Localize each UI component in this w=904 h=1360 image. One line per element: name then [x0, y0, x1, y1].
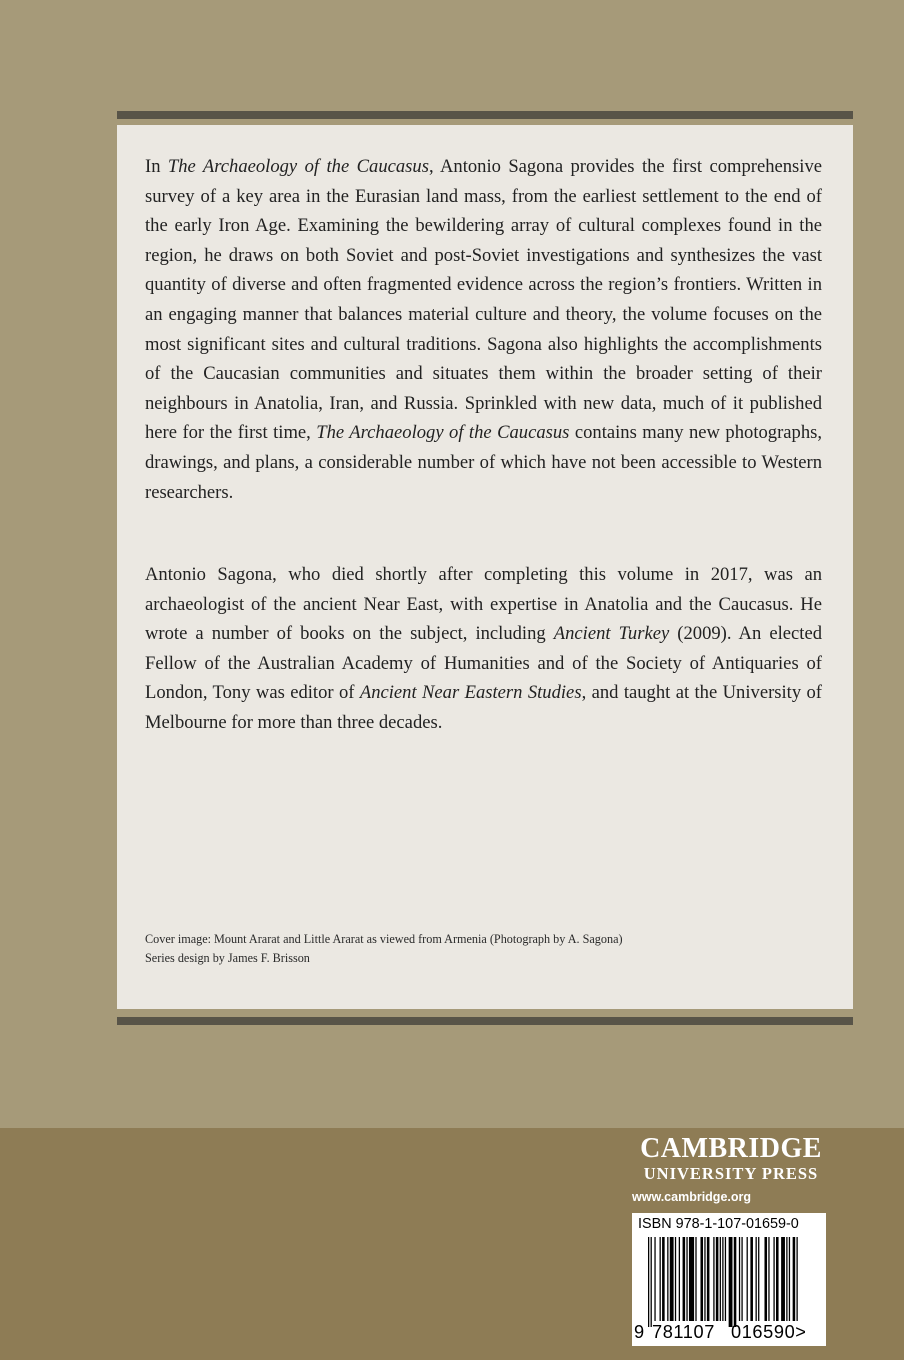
barcode-bar	[689, 1237, 694, 1321]
top-rule	[117, 111, 853, 119]
barcode-bar	[686, 1237, 687, 1321]
barcode-bar	[750, 1237, 753, 1321]
barcode-lead-digit: 9	[634, 1322, 645, 1342]
barcode-bar	[662, 1237, 665, 1321]
barcode-bar	[675, 1237, 676, 1321]
barcode-bar	[739, 1237, 740, 1321]
barcode-bar	[764, 1237, 767, 1321]
barcode-bar	[667, 1237, 668, 1321]
barcode-bar	[776, 1237, 779, 1321]
barcode-bar	[781, 1237, 785, 1321]
barcode-bar	[654, 1237, 655, 1321]
barcode-bar	[729, 1237, 733, 1327]
publisher-block	[632, 1134, 830, 1208]
barcode-bar	[747, 1237, 748, 1321]
publisher-url: www.cambridge.org	[632, 1190, 752, 1204]
author-bio-paragraph	[145, 560, 822, 738]
barcode-bar	[722, 1237, 723, 1321]
barcode-bar	[793, 1237, 796, 1321]
barcode-bar	[756, 1237, 757, 1321]
publisher-subtitle: UNIVERSITY PRESS	[643, 1164, 819, 1183]
barcode-bar	[716, 1237, 719, 1321]
barcode-bar	[683, 1237, 686, 1321]
barcode-bar	[758, 1237, 759, 1321]
barcode-digit-group-2	[731, 1321, 807, 1343]
text-run: contains many new photographs, drawings, and plans, a considerable number of which have not been accessible to Western researchers.	[145, 422, 823, 503]
journal-title: Ancient Near Eastern Studies	[359, 682, 582, 704]
barcode-bar	[725, 1237, 726, 1321]
barcode-bar	[720, 1237, 721, 1321]
book-title: Ancient Turkey	[553, 623, 670, 645]
barcode-bar	[700, 1237, 703, 1321]
barcode-bar	[734, 1237, 737, 1327]
barcode-end-mark: >	[795, 1322, 807, 1342]
book-title: The Archaeology of the Caucasus	[167, 156, 429, 177]
blurb-paragraph	[145, 152, 822, 507]
barcode-bar	[704, 1237, 705, 1321]
bottom-rule	[117, 1017, 853, 1025]
text-run: , and taught at the University of Melbourne for more than three decades.	[145, 682, 823, 733]
barcode-bar	[773, 1237, 774, 1321]
barcode-bar	[796, 1237, 797, 1321]
barcode-bar	[695, 1237, 696, 1321]
barcode-bar	[660, 1237, 661, 1321]
barcode-box	[632, 1213, 826, 1346]
text-run: Antonio Sagona, who died shortly after completing this volume in 2017, was an archaeologist of the ancient Near East, with expertise in Anatolia and the Caucasus. He wrote a number of books on the subject, including	[145, 564, 822, 645]
text-run: In	[145, 156, 168, 177]
blurb-panel	[117, 125, 853, 1009]
credits	[145, 930, 623, 968]
barcode-digit-group-1: 781107	[652, 1322, 715, 1342]
barcode-bar	[768, 1237, 769, 1321]
barcode-bar	[679, 1237, 680, 1321]
text-run: , Antonio Sagona provides the first comprehensive survey of a key area in the Eurasian land mass, from the earliest settlement to the end of the early Iron Age. Examining the bewildering array of cultural complexes found in the region, he draws on both Soviet and post-Soviet investigations and synthesizes the vast quantity of diverse and often fragmented evidence across the region’s frontiers. Written in an engaging manner that balances material culture and theory, the volume focuses on the most significant sites and cultural traditions. Sagona also highlights the accomplishments of the Caucasian communities and situates them within the broader setting of their neighbours in Anatolia, Iran, and Russia. Sprinkled with new data, much of it published here for the first time,	[145, 156, 822, 444]
barcode-bar	[789, 1237, 790, 1321]
barcode-digit-group-2-text: 016590	[731, 1322, 796, 1342]
barcode-bar	[713, 1237, 714, 1321]
isbn-label: ISBN 978-1-107-01659-0	[638, 1216, 799, 1232]
barcode-bar	[648, 1237, 649, 1327]
series-design-credit: Series design by James F. Brisson	[145, 951, 310, 965]
publisher-name: CAMBRIDGE	[640, 1133, 822, 1164]
barcode-bar	[786, 1237, 787, 1321]
cover-image-credit: Cover image: Mount Ararat and Little Ararat as viewed from Armenia (Photograph by A. Sagona)	[145, 932, 623, 946]
barcode-bar	[651, 1237, 652, 1327]
book-title: The Archaeology of the Caucasus	[316, 422, 570, 444]
barcode-bar	[670, 1237, 674, 1321]
text-run: (2009). An elected Fellow of the Australian Academy of Humanities and of the Society of Antiquaries of London, Tony was editor of	[145, 623, 822, 704]
barcode-bar	[707, 1237, 710, 1321]
barcode-bar	[741, 1237, 742, 1321]
